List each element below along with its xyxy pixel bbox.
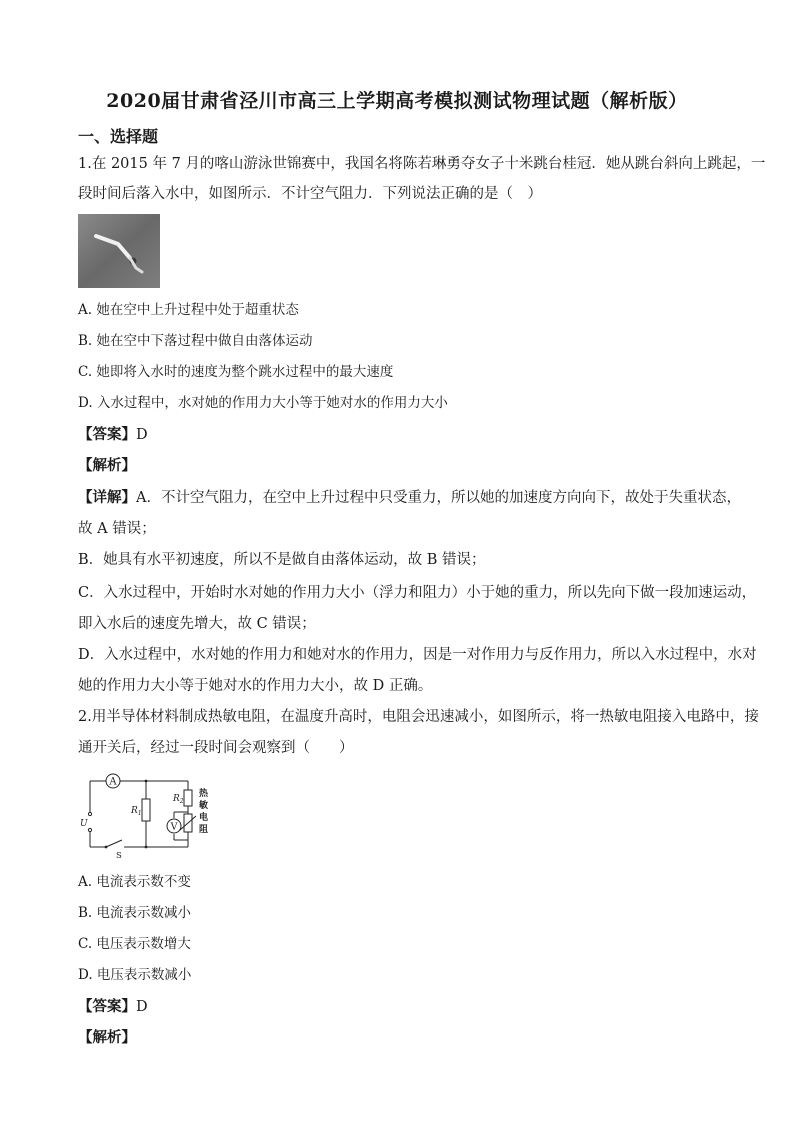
thermistor-label — [199, 787, 209, 835]
answer-label: 【答案】 — [78, 998, 136, 1015]
q1-option-b: B. 她在空中下落过程中做自由落体运动 — [78, 333, 313, 349]
q1-option-c: C. 她即将入水时的速度为整个跳水过程中的最大速度 — [78, 364, 394, 380]
q2-option-d: D. 电压表示数减小 — [78, 967, 192, 983]
document-title: 2020届甘肃省泾川市高三上学期高考模拟测试物理试题（解析版） — [106, 90, 688, 112]
q1-option-a: A. 她在空中上升过程中处于超重状态 — [78, 302, 299, 318]
diver-photo — [78, 214, 160, 288]
svg-text:热: 热 — [199, 789, 209, 799]
q1-detail-line-7: 她的作用力大小等于她对水的作用力大小，故 D 正确。 — [78, 678, 433, 694]
answer-value: D — [136, 427, 148, 443]
q1-detail-line-6: D．入水过程中，水对她的作用力和她对水的作用力，因是一对作用力与反作用力，所以入水过程中，水对 — [78, 647, 757, 663]
q1-detail-line-2: 故 A 错误； — [78, 521, 156, 537]
q2-option-b: B. 电流表示数减小 — [78, 905, 192, 921]
q1-stem-line-2: 段时间后落入水中，如图所示．不计空气阻力．下列说法正确的是（ ） — [78, 186, 542, 202]
q2-option-c: C. 电压表示数增大 — [78, 936, 191, 952]
q1-option-d: D. 入水过程中，水对她的作用力大小等于她对水的作用力大小 — [78, 395, 448, 411]
answer-value: D — [136, 999, 148, 1015]
svg-text:阻: 阻 — [199, 825, 209, 835]
svg-text:V: V — [170, 821, 178, 833]
svg-text:A: A — [109, 776, 117, 788]
svg-text:电: 电 — [199, 813, 209, 823]
q2-stem-line-1: 2.用半导体材料制成热敏电阻，在温度升高时，电阻会迅速减小，如图所示，将一热敏电阻接入电路中，接 — [78, 709, 759, 725]
q1-analysis-label: 【解析】 — [78, 457, 136, 474]
detail-label: 【详解】 — [78, 489, 136, 506]
voltmeter-symbol — [167, 819, 181, 833]
circuit-diagram — [76, 770, 216, 860]
ammeter-symbol — [106, 774, 120, 788]
answer-label: 【答案】 — [78, 426, 136, 443]
r1-label: $R_1$ — [131, 806, 142, 817]
svg-text:敏: 敏 — [199, 801, 209, 811]
q1-detail-line-3: B．她具有水平初速度，所以不是做自由落体运动，故 B 错误； — [78, 552, 486, 568]
q2-option-a: A. 电流表示数不变 — [78, 874, 191, 890]
q2-stem-line-2: 通开关后，经过一段时间会观察到（ ） — [78, 740, 354, 756]
switch-label: S — [116, 851, 122, 860]
q1-answer — [78, 425, 148, 445]
q1-detail-line-1: 【详解】A．不计空气阻力，在空中上升过程中只受重力，所以她的加速度方向向下，故处于失重状态， — [78, 489, 741, 506]
q1-detail-line-5: 即入水后的速度先增大，故 C 错误； — [78, 616, 316, 632]
source-label: U — [80, 819, 88, 829]
q1-detail-line-4: C．入水过程中，开始时水对她的作用力大小（浮力和阻力）小于她的重力，所以先向下做一段加速运动， — [78, 585, 757, 601]
q1-stem-line-1: 1.在 2015 年 7 月的喀山游泳世锦赛中，我国名将陈若琳勇夺女子十米跳台桂冠．她从跳台斜向上跳起，一 — [78, 156, 766, 172]
r2-label: $R_2$ — [173, 794, 184, 805]
q2-analysis-label: 【解析】 — [78, 1029, 136, 1046]
section-heading: 一、选择题 — [78, 127, 159, 146]
q2-answer — [78, 997, 148, 1017]
